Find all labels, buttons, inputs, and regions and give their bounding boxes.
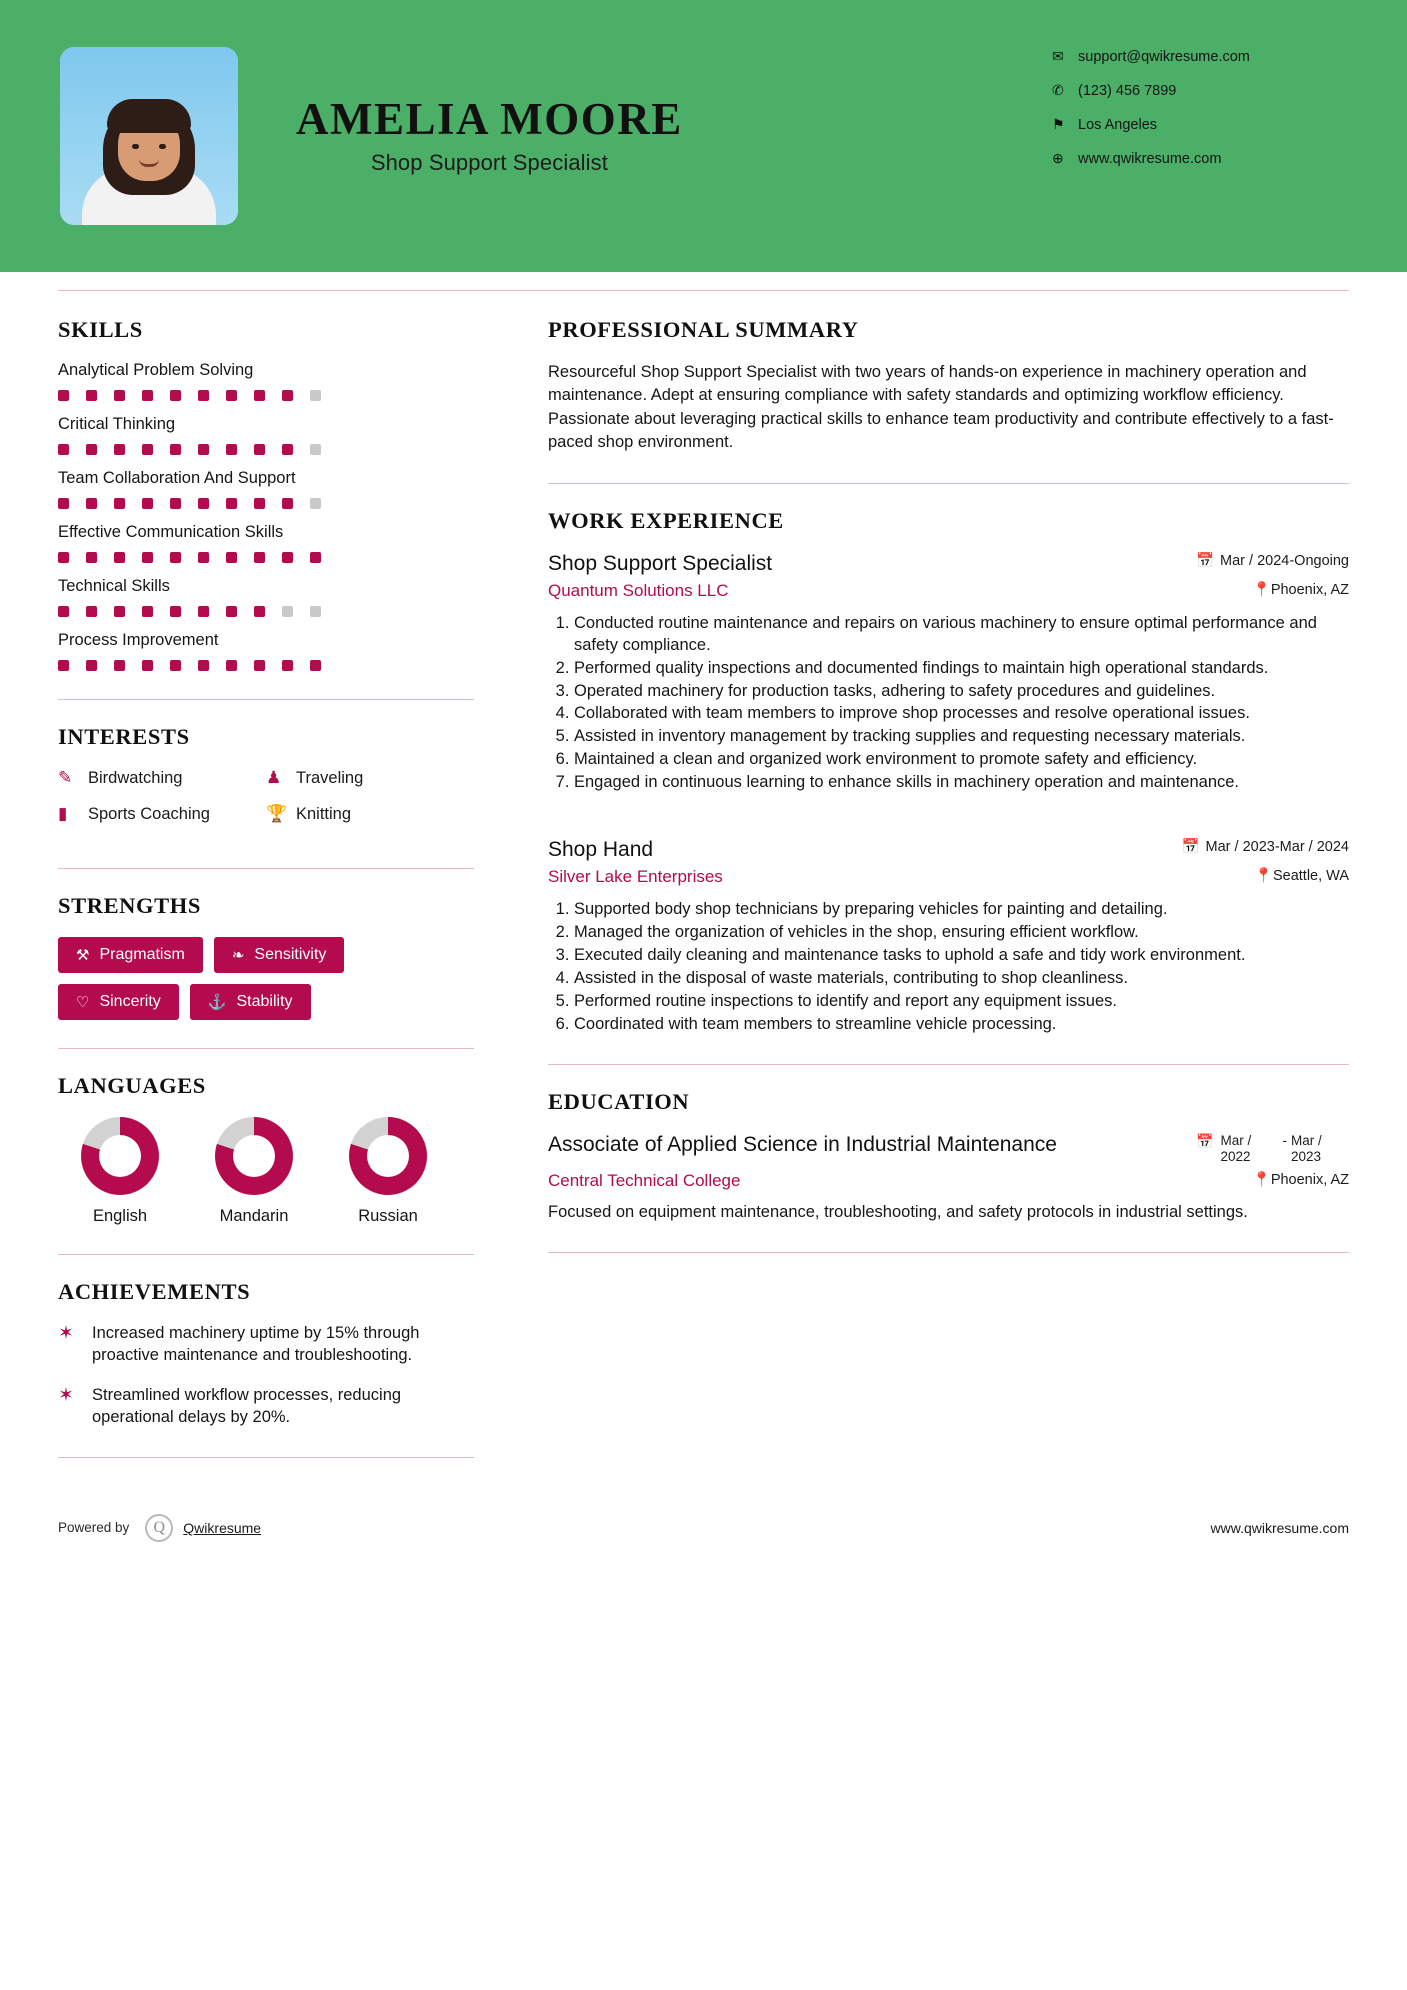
skill-item	[58, 415, 474, 455]
interest-label: Traveling	[296, 768, 364, 787]
language-donut-chart	[81, 1117, 159, 1195]
contact-location	[1052, 116, 1352, 133]
education-location	[1253, 1171, 1349, 1191]
interest-label: Birdwatching	[88, 768, 183, 787]
strengths-heading: STRENGTHS	[58, 893, 201, 918]
job-dates	[1181, 838, 1349, 855]
sports-bag-icon: ▮	[58, 804, 68, 823]
main-column	[498, 291, 1349, 1482]
language-item	[332, 1117, 444, 1226]
contact-phone-value[interactable]: (123) 456 7899	[1078, 82, 1177, 99]
education-location-value: Phoenix, AZ	[1270, 1172, 1349, 1189]
skill-item	[58, 469, 474, 509]
section-divider	[58, 699, 474, 700]
skill-item	[58, 523, 474, 563]
duty-item: 7. Engaged in continuous learning to enhance skills in machinery operation and maintenance.	[574, 772, 1349, 794]
powered-by-block	[58, 1514, 261, 1542]
skill-rating	[58, 498, 474, 509]
skill-name: Critical Thinking	[58, 415, 176, 433]
skill-name: Effective Communication Skills	[58, 523, 284, 541]
interest-label: Sports Coaching	[88, 804, 210, 823]
duty-item: 1. Conducted routine maintenance and repairs on various machinery to ensure optimal performance and safety compliance.	[574, 613, 1349, 657]
strength-label: Pragmatism	[99, 946, 185, 963]
contact-phone	[1052, 82, 1352, 99]
duty-item: 5. Assisted in inventory management by tracking supplies and requesting necessary materials.	[574, 726, 1349, 748]
section-divider	[548, 1064, 1349, 1065]
education-heading: EDUCATION	[548, 1088, 690, 1114]
duty-item: 1. Supported body shop technicians by preparing vehicles for painting and detailing.	[574, 899, 1349, 921]
job-dates	[1196, 552, 1349, 569]
qwikresume-logo-icon: Q	[145, 1514, 173, 1542]
duty-item: 4. Collaborated with team members to improve shop processes and resolve operational issues.	[574, 703, 1349, 725]
job-company: Silver Lake Enterprises	[548, 867, 723, 887]
heart-icon: ♡	[76, 994, 90, 1011]
candidate-name: AMELIA MOORE	[296, 94, 683, 145]
strength-chip	[214, 937, 345, 973]
language-item	[198, 1117, 310, 1226]
job-location-value: Phoenix, AZ	[1270, 581, 1349, 598]
job-dates-value: Mar / 2023-Mar / 2024	[1205, 839, 1349, 856]
education-date-start: Mar / 2022	[1220, 1132, 1252, 1164]
skill-item	[58, 577, 474, 617]
duty-item: 5. Performed routine inspections to identify and report any equipment issues.	[574, 991, 1349, 1013]
language-label: Russian	[358, 1207, 418, 1225]
qwikresume-brand-link[interactable]: Qwikresume	[183, 1519, 262, 1536]
section-divider	[58, 1048, 474, 1049]
duty-item: 4. Assisted in the disposal of waste materials, contributing to shop cleanliness.	[574, 968, 1349, 990]
experience-item	[548, 552, 1349, 795]
summary-heading: PROFESSIONAL SUMMARY	[548, 317, 859, 342]
achievement-item	[58, 1323, 474, 1367]
experience-item	[548, 838, 1349, 1036]
education-dates: 📅 Mar / 2022 - Mar / 2023	[1196, 1133, 1349, 1165]
contact-email	[1052, 48, 1352, 65]
duty-item: 3. Operated machinery for production tasks, adhering to safety procedures and guidelines.	[574, 681, 1349, 703]
experience-heading: WORK EXPERIENCE	[548, 507, 784, 533]
location-pin-icon: 📍	[1252, 1172, 1271, 1189]
skill-rating	[58, 660, 474, 671]
interests-heading: INTERESTS	[58, 724, 190, 749]
languages-list	[58, 1117, 474, 1226]
bird-icon: ✎	[58, 768, 73, 787]
calendar-icon: 📅	[1181, 839, 1200, 856]
duty-item: 6. Coordinated with team members to streamline vehicle processing.	[574, 1014, 1349, 1036]
job-location	[1255, 867, 1349, 884]
achievement-item	[58, 1385, 474, 1429]
phone-icon: ✆	[1052, 82, 1064, 98]
language-label: Mandarin	[219, 1207, 289, 1225]
section-divider	[58, 868, 474, 869]
strength-label: Sincerity	[99, 993, 161, 1010]
name-block	[296, 96, 683, 175]
section-divider	[548, 1252, 1349, 1253]
skill-name: Technical Skills	[58, 577, 170, 595]
interest-item	[58, 804, 266, 824]
skill-rating	[58, 444, 474, 455]
interests-list	[58, 768, 474, 840]
achievement-text: Streamlined workflow processes, reducing operational delays by 20%.	[92, 1385, 402, 1426]
powered-by-label: Powered by	[58, 1520, 130, 1536]
language-item	[64, 1117, 176, 1226]
languages-heading: LANGUAGES	[58, 1073, 206, 1098]
interest-item	[58, 768, 266, 788]
candidate-title: Shop Support Specialist	[370, 149, 608, 175]
education-school: Central Technical College	[548, 1171, 741, 1191]
skill-name: Team Collaboration And Support	[58, 469, 296, 487]
sidebar-column	[58, 291, 498, 1482]
achievement-text: Increased machinery uptime by 15% through proactive maintenance and troubleshooting.	[92, 1324, 420, 1364]
contact-email-value[interactable]: support@qwikresume.com	[1078, 48, 1250, 65]
duty-item: 2. Managed the organization of vehicles in the shop, ensuring efficient workflow.	[574, 922, 1349, 944]
job-duties	[548, 899, 1349, 1036]
achievements-heading: ACHIEVEMENTS	[58, 1279, 251, 1304]
interest-item	[266, 804, 474, 824]
anchor-icon: ⚓	[207, 994, 227, 1011]
calendar-icon: 📅	[1195, 552, 1215, 569]
resume-body	[0, 291, 1407, 1482]
duty-item: 6. Maintained a clean and organized work environment to promote safety and efficiency.	[574, 749, 1349, 771]
education-description: Focused on equipment maintenance, troubleshooting, and safety protocols in industrial settings.	[548, 1203, 1248, 1222]
skill-item	[58, 361, 474, 401]
page-footer	[0, 1492, 1407, 1568]
strength-label: Stability	[236, 993, 293, 1010]
skill-rating	[58, 606, 474, 617]
job-role: Shop Hand	[548, 838, 654, 862]
strength-chip	[190, 984, 311, 1020]
contact-website	[1052, 150, 1352, 167]
education-item	[548, 1133, 1349, 1224]
contact-website-value[interactable]: www.qwikresume.com	[1078, 150, 1222, 167]
job-duties	[548, 613, 1349, 795]
location-pin-icon: ⚑	[1052, 116, 1065, 132]
interest-item	[266, 768, 474, 788]
skill-name: Analytical Problem Solving	[58, 361, 254, 379]
binoculars-icon: ♟	[266, 768, 282, 787]
interest-label: Knitting	[296, 804, 352, 823]
leaf-icon: ❧	[231, 947, 245, 964]
section-divider	[58, 1254, 474, 1255]
strengths-list	[58, 937, 474, 1020]
photo-person	[60, 107, 238, 225]
language-label: English	[92, 1207, 148, 1225]
education-date-end: Mar / 2023	[1291, 1132, 1322, 1164]
star-badge-icon: ✶	[58, 1384, 74, 1406]
globe-icon: ⊕	[1052, 150, 1064, 166]
contact-location-value: Los Angeles	[1078, 116, 1158, 133]
email-icon: ✉	[1052, 48, 1064, 64]
job-location	[1253, 581, 1349, 598]
footer-website[interactable]: www.qwikresume.com	[1210, 1519, 1349, 1536]
job-role: Shop Support Specialist	[548, 551, 773, 575]
job-location-value: Seattle, WA	[1272, 868, 1349, 885]
section-divider	[548, 483, 1349, 484]
strength-label: Sensitivity	[254, 946, 327, 963]
location-pin-icon: 📍	[1254, 868, 1273, 885]
trophy-icon: 🏆	[266, 804, 288, 823]
skill-item	[58, 631, 474, 671]
contact-list	[1052, 48, 1352, 184]
skills-list	[58, 361, 474, 671]
summary-text: Resourceful Shop Support Specialist with two years of hands-on experience in machinery operation and maintenance. Adept at ensuring compliance with safety standards and optimizing workflow efficiency. Passionate about leveraging practical skills to enhance team productivity and contribute effectively to a fast-paced shop environment.	[548, 363, 1334, 452]
star-badge-icon: ✶	[58, 1323, 74, 1344]
skill-name: Process Improvement	[58, 631, 219, 649]
calendar-icon: 📅	[1196, 1132, 1214, 1149]
education-degree: Associate of Applied Science in Industrial Maintenance	[548, 1132, 1057, 1156]
skills-heading: SKILLS	[58, 317, 143, 342]
resume-header	[0, 0, 1407, 272]
section-divider	[58, 1457, 474, 1458]
strength-chip	[58, 937, 203, 973]
duty-item: 2. Performed quality inspections and documented findings to maintain high operational standards.	[574, 658, 1349, 680]
location-pin-icon: 📍	[1252, 581, 1271, 598]
hammer-icon: ⚒	[76, 947, 90, 964]
achievements-list	[58, 1323, 474, 1429]
duty-item: 3. Executed daily cleaning and maintenance tasks to uphold a safe and tidy work environment.	[574, 945, 1349, 967]
profile-photo	[60, 47, 238, 225]
skill-rating	[58, 390, 474, 401]
skill-rating	[58, 552, 474, 563]
job-dates-value: Mar / 2024-Ongoing	[1220, 552, 1349, 569]
strength-chip	[58, 984, 179, 1020]
job-company: Quantum Solutions LLC	[548, 580, 729, 600]
language-donut-chart	[349, 1117, 427, 1195]
language-donut-chart	[215, 1117, 293, 1195]
